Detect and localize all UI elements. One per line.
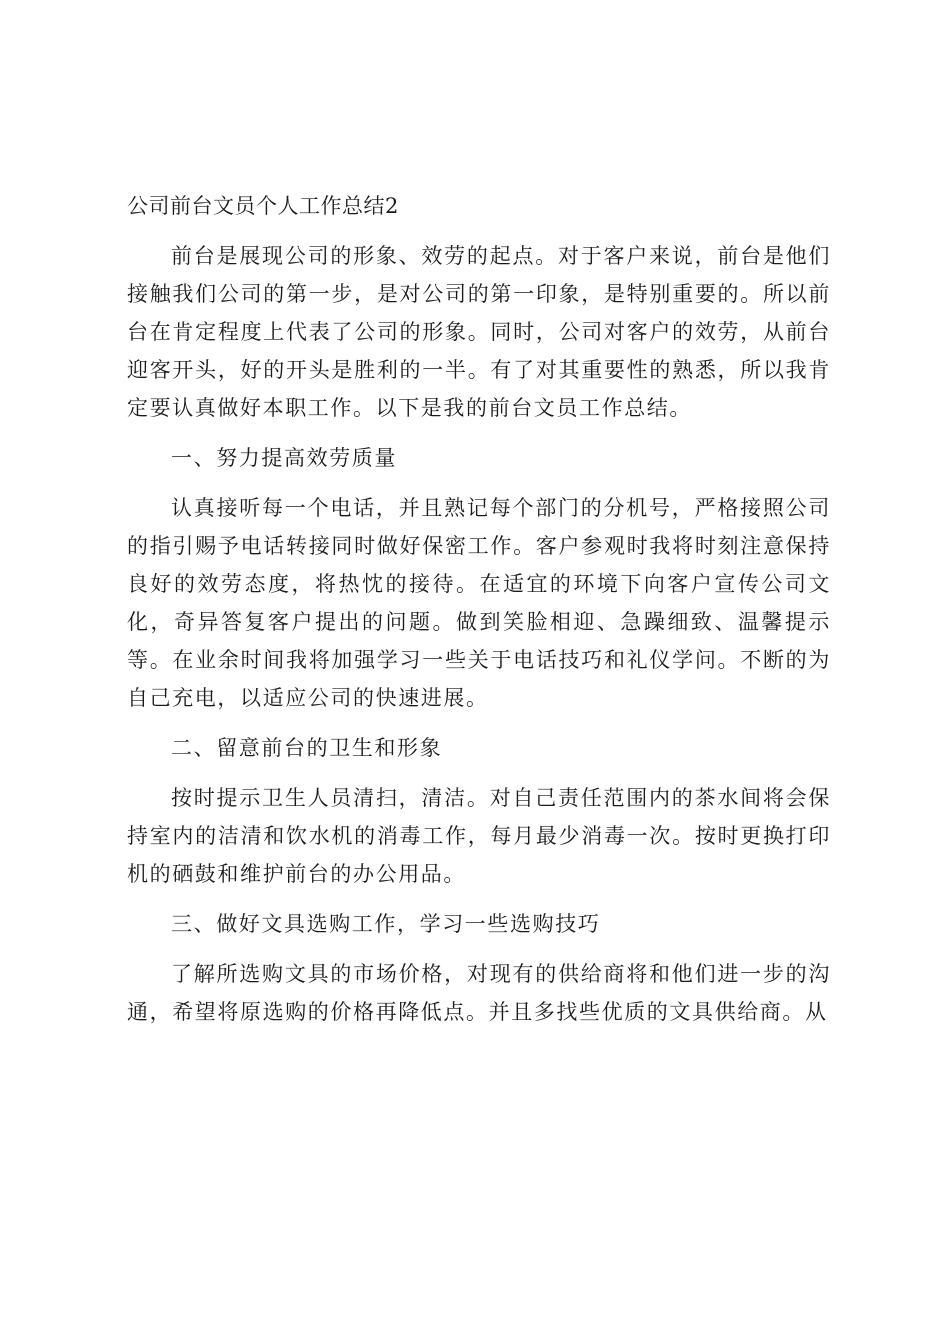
paragraph-service: 认真接听每一个电话，并且熟记每个部门的分机号，严格接照公司的指引赐予电话转接同时做好保密工作。客户参观时我将时刻注意保持良好的效劳态度，将热忱的接待。在适宜的环境下向客户宣传公司文化，奇异答复客户提出的问题。做到笑脸相迎、急躁细致、温馨提示等。在业余时间我将加强学习一些关于电话技巧和礼仪学问。不断的为自己充电，以适应公司的快速进展。	[127, 496, 831, 710]
paragraph-purchasing: 了解所选购文具的市场价格，对现有的供给商将和他们进一步的沟通，希望将原选购的价格再降低点。并且多找些优质的文具供给商。从	[127, 962, 831, 1024]
section-heading-1: 一、努力提高效劳质量	[171, 446, 397, 470]
document-body	[127, 187, 831, 1043]
section-heading-2: 二、留意前台的卫生和形象	[171, 736, 443, 760]
paragraph-intro: 前台是展现公司的形象、效劳的起点。对于客户来说，前台是他们接触我们公司的第一步，是对公司的第一印象，是特别重要的。所以前台在肯定程度上代表了公司的形象。同时，公司对客户的效劳，从前台迎客开头，好的开头是胜利的一半。有了对其重要性的熟悉，所以我肯定要认真做好本职工作。以下是我的前台文员工作总结。	[127, 244, 831, 420]
document-title: 公司前台文员个人工作总结2	[127, 194, 399, 218]
paragraph-hygiene: 按时提示卫生人员清扫，清洁。对自己责任范围内的茶水间将会保持室内的洁清和饮水机的消毒工作，每月最少消毒一次。按时更换打印机的硒鼓和维护前台的办公用品。	[127, 786, 831, 886]
section-heading-3: 三、做好文具选购工作，学习一些选购技巧	[171, 912, 601, 936]
